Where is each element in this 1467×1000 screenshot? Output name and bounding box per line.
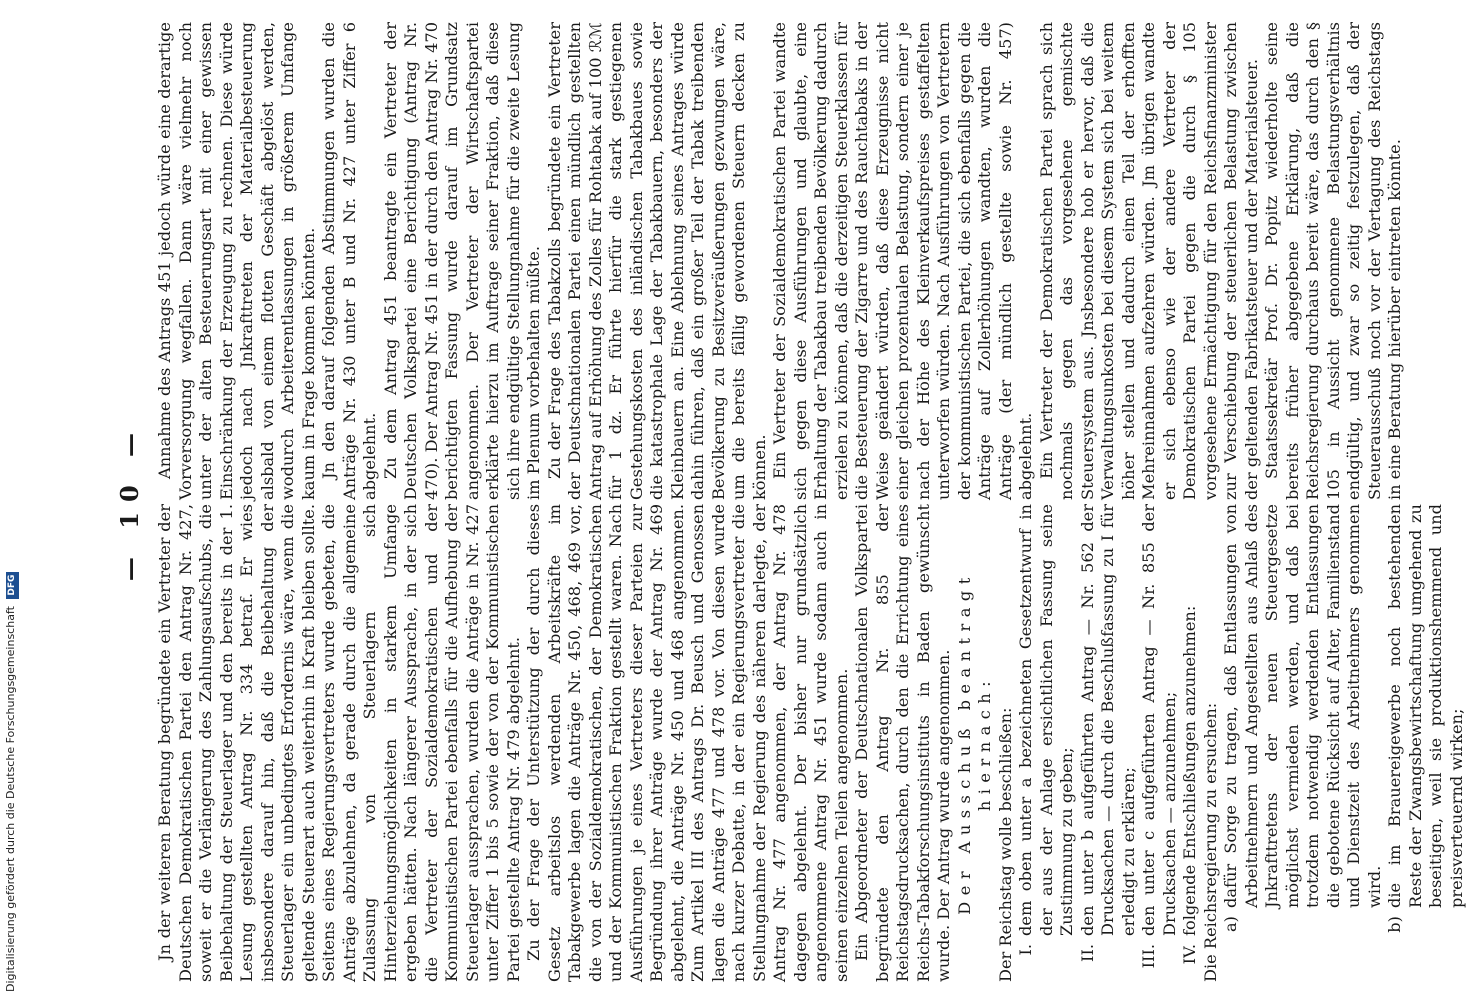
- item-number: IV.: [1180, 944, 1199, 965]
- paragraph: Zu dem Antrag 451 beantragte ein Vertreter der Deutschen Volkspartei eine Berichtigung (Antrag Nr. 470). Der Antrag Nr. 451 in der durch den Antrag Nr. 470 berichtigten Fassung wurde darauf im Grundsatz angenommen. Der Vertreter der Wirtschaftspartei erklärte hierzu im Auftrage seiner Fraktion, daß diese sich ihre endgültige Stellungnahme für die zweite Lesung im Plenum vorbehalten müßte.: [380, 22, 543, 500]
- item-number: II.: [1077, 944, 1097, 962]
- sub-item: [1385, 504, 1467, 942]
- paragraph: Zu der Frage des Tabakzolls begründete ein Vertreter der Deutschnationalen Partei einen mündlich gestellten Antrag auf Erhöhung des Zolles für Rohtabak auf 100 ℛℳ für 1 dz. Er führte hierfür die stark gestiegenen Gestehungskosten des inländischen Tabakbaues sowie die katastrophale Lage der Tabakbauern, besonders der Kleinbauern an. Eine Ablehnung seines Antrages würde dahin führen, daß ein großer Teil der Tabak treibenden Bevölkerung zu Besitzveräußerungen gezwungen wäre, um die bereits fällig gewordenen Steuern decken zu können.: [544, 22, 769, 500]
- page-number: — 10 —: [115, 422, 144, 582]
- paragraph: Die Reichsregierung zu ersuchen:: [1200, 702, 1220, 982]
- list-item: [1139, 504, 1180, 982]
- paragraph: Der Reichstag wolle beschließen:: [995, 707, 1015, 982]
- paragraph: Zu der Frage der Unterstützung der durch dieses Gesetz arbeitslos werdenden Arbeitskräfte im Tabakgewerbe lagen die Anträge Nr. 450, 468, 469 vor, die von der Sozialdemokratischen, der Demokratischen und der Kommunistischen Fraktion gestellt waren. Nach Ausführungen je eines Vertreters dieser Parteien zur Begründung ihrer Anträge wurde der Antrag Nr. 469 abgelehnt, die Anträge Nr. 450 und 468 angenommen. Zum Artikel III des Antrags Dr. Beusch und Genossen lagen die Anträge 477 und 478 vor. Von diesen wurde nach kurzer Debatte, in der ein Regierungsvertreter die Stellungnahme der Regierung des näheren darlegte, der Antrag Nr. 477 angenommen, der Antrag Nr. 478 dagegen abgelehnt. Der bisher nur grundsätzlich angenommene Antrag Nr. 451 wurde sodann auch in seinen einzelnen Teilen angenommen.: [524, 504, 851, 982]
- list-item: [1180, 504, 1201, 982]
- item-number: III.: [1139, 944, 1158, 969]
- item-text: dem oben unter a bezeichneten Gesetzentwurf in der aus der Anlage ersichtlichen Fassung seine Zustimmung zu geben;: [1016, 504, 1076, 936]
- item-number: a): [1221, 916, 1240, 932]
- item-text: den unter c aufgeführten Antrag — Nr. 855 der Drucksachen — anzunehmen;: [1139, 504, 1179, 936]
- paragraph: Staatssekretär Prof. Dr. Popitz wiederholte seine bereits früher abgegebene Erklärung, daß die Reichsregierung durchaus bereit wäre, das durch den § 105 in Aussicht genommene Belastungsverhältnis endgültig, und zwar so zeitig festzulegen, daß der Steuerausschuß noch vor der Vertagung des Reichstags in eine Beratung hierüber eintreten könnte.: [1262, 22, 1404, 500]
- section-heading: Der Ausschuß beantragt hiernach:: [954, 571, 994, 915]
- right-column: [155, 22, 1467, 500]
- list-item: [1078, 504, 1140, 982]
- dfg-logo-icon: DFG: [6, 572, 19, 599]
- list-item: [1016, 504, 1078, 982]
- text-columns: [155, 22, 1467, 982]
- item-text: die im Brauereigewerbe noch bestehenden Reste der Zwangsbewirtschaftung umgehend zu beseitigen, weil sie produktionshemmend und preisverteuernd wirken;: [1385, 504, 1466, 908]
- paragraph: Ein Vertreter der Demokratischen Partei sprach sich nochmals gegen das vorgesehene gemischte Steuersystem aus. Jnsbesondere hob er hervor, daß die Verwaltungsunkosten bei diesem System sich bei weitem höher stellen und dadurch einen Teil der erhofften Mehreinnahmen aufzehren würden. Jm übrigen wandte er sich ebenso wie der andere Vertreter der Demokratischen Partei gegen die durch § 105 vorgesehene Ermächtigung für den Reichsfinanzminister zur Verschiebung der steuerlichen Belastung zwischen der geltenden Fabrikatsteuer und der Materialsteuer.: [1036, 22, 1261, 500]
- credit-text: Digitalisierung gefördert durch die Deutsche Forschungsgemeinschaft: [4, 606, 17, 992]
- item-text: dafür Sorge zu tragen, daß Entlassungen von Arbeitnehmern und Angestellten aus Anlaß des Jnkrafttretens der neuen Steuergesetze möglichst vermieden werden, und daß bei trotzdem notwendig werdenden Entlassungen die gebotene Rücksicht auf Alter, Familienstand und Dienstzeit des Arbeitnehmers genommen wird.: [1221, 504, 1384, 908]
- item-number: I.: [1016, 944, 1035, 956]
- item-number: b): [1385, 916, 1404, 933]
- sub-item: [1221, 504, 1385, 942]
- paragraph: Jn den darauf folgenden Abstimmungen wurden die Anträge Nr. 430 unter B und Nr. 427 unter Ziffer 6 abgelehnt.: [319, 22, 379, 500]
- scanned-page: [105, 0, 1466, 1000]
- left-column: [155, 504, 1467, 982]
- paragraph: Jn der weiteren Beratung begründete ein Vertreter der Deutschen Demokratischen Partei den Antrag Nr. 427, soweit er die Verlängerung des Zahlungsaufschubs, die Beibehaltung der Steuerlager und den bereits in der 1. Lesung gestellten Antrag Nr. 334 betraf. Er wies insbesondere darauf hin, daß die Beibehaltung der Steuerlager ein unbedingtes Erfordernis wäre, wenn die geltende Steuerart auch weiterhin in Kraft bleiben sollte. Seitens eines Regierungsvertreters wurde gebeten, die Anträge abzulehnen, da gerade durch die allgemeine Zulassung von Steuerlagern sich Hinterziehungsmöglichkeiten in starkem Umfange ergeben hätten. Nach längerer Aussprache, in der sich die Vertreter der Sozialdemokratischen und der Kommunistischen Partei ebenfalls für die Aufhebung der Steuerlager aussprachen, wurden die Anträge in Nr. 427 unter Ziffer 1 bis 5 sowie der von der Kommunistischen Partei gestellte Antrag Nr. 479 abgelehnt.: [155, 504, 523, 982]
- item-text: folgende Entschließungen anzunehmen:: [1180, 605, 1199, 936]
- paragraph: Ein Abgeordneter der Deutschnationalen Volkspartei begründete den Antrag Nr. 855 der Reichstagsdrucksachen, durch den die Errichtung eines Reichs-Tabakforschungsinstituts in Baden gewünscht wurde. Der Antrag wurde angenommen.: [852, 504, 953, 982]
- paragraph: Ein Vertreter der Sozialdemokratischen Partei wandte sich gegen diese Ausführungen und glaubte, eine Erhaltung der Tabakbau treibenden Bevölkerung dadurch erzielen zu können, daß die derzeitigen Steuerklassen für die Besteuerung der Zigarre und des Rauchtabaks in der Weise geändert würden, daß diese Erzeugnisse nicht einer gleichen prozentualen Belastung, sondern einer je nach der Höhe des Kleinverkaufspreises gestaffelten unterworfen würden. Nach Ausführungen von Vertretern der kommunistischen Partei, die sich ebenfalls gegen die Anträge auf Zollerhöhungen wandten, wurden die Anträge (der mündlich gestellte sowie Nr. 457) abgelehnt.: [770, 22, 1035, 500]
- digitization-credit: [0, 0, 22, 1000]
- item-text: den unter b aufgeführten Antrag — Nr. 562 der Drucksachen — durch die Beschlußfassung zu I für erledigt zu erklären;: [1077, 504, 1138, 936]
- paragraph: Annahme des Antrags 451 jedoch würde eine derartige Vorversorgung wegfallen. Dann wäre vielmehr noch unter der alten Besteuerungsart mit einer gewissen Einschränkung der Erzeugung zu rechnen. Diese würde jedoch nach Jnkrafttreten der Materialbesteuerung alsbald von einem flotten Geschäft abgelöst werden, wodurch Arbeiterentlassungen in größerem Umfange kaum in Frage kommen könnten.: [155, 22, 318, 500]
